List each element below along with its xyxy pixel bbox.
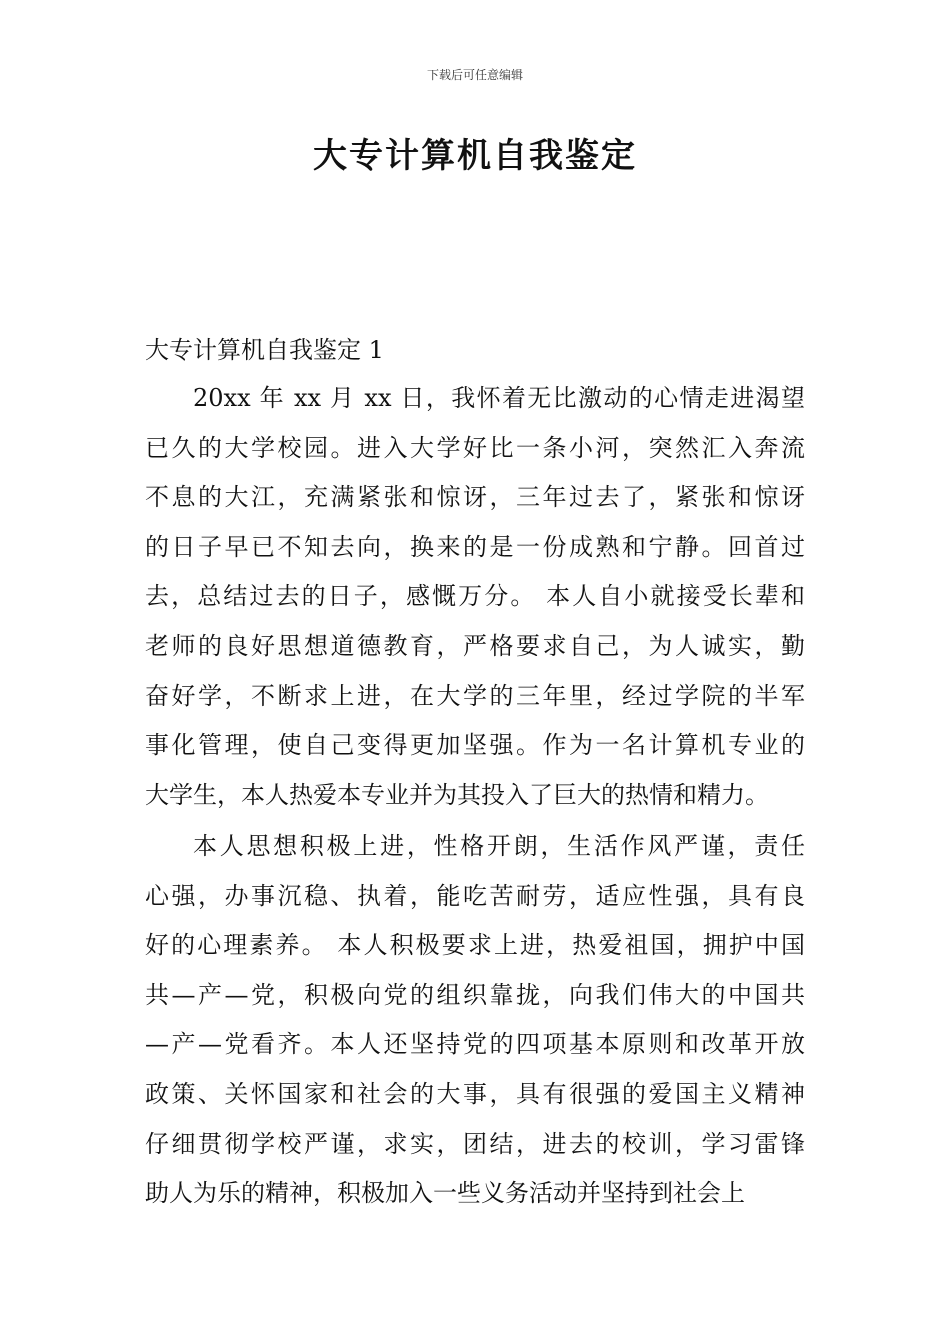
paragraph-line: —产—党看齐。本人还坚持党的四项基本原则和改革开放 (145, 1030, 805, 1059)
paragraph-line: 共—产—党，积极向党的组织靠拢，向我们伟大的中国共 (145, 980, 805, 1009)
document-title: 大专计算机自我鉴定 (313, 136, 637, 176)
paragraph-line: 20xx 年 xx 月 xx 日，我怀着无比激动的心情走进渴望 (193, 384, 805, 412)
paragraph-line: 大学生，本人热爱本专业并为其投入了巨大的热情和精力。 (145, 780, 769, 809)
paragraph-1 (145, 374, 805, 820)
paragraph-line: 政策、关怀国家和社会的大事，具有很强的爱国主义精神 (145, 1079, 805, 1108)
paragraph-line: 已久的大学校园。进入大学好比一条小河，突然汇入奔流 (145, 433, 805, 462)
paragraph-line: 助人为乐的精神，积极加入一些义务活动并坚持到社会上 (145, 1179, 745, 1208)
paragraph-2 (145, 822, 805, 1219)
paragraph-line: 的日子早已不知去向，换来的是一份成熟和宁静。回首过 (145, 532, 805, 561)
paragraph-line: 事化管理，使自己变得更加坚强。作为一名计算机专业的 (145, 731, 805, 760)
paragraph-line: 去，总结过去的日子，感慨万分。 本人自小就接受长辈和 (145, 582, 805, 611)
paragraph-line: 奋好学，不断求上进，在大学的三年里，经过学院的半军 (145, 681, 805, 710)
paragraph-line: 本人思想积极上进，性格开朗，生活作风严谨，责任 (193, 832, 805, 860)
paragraph-line: 不息的大江，充满紧张和惊讶，三年过去了，紧张和惊讶 (145, 483, 805, 512)
section-heading: 大专计算机自我鉴定 1 (145, 336, 384, 364)
header-note: 下载后可任意编辑 (426, 68, 523, 82)
paragraph-line: 仔细贯彻学校严谨，求实，团结，进去的校训，学习雷锋 (145, 1129, 805, 1158)
paragraph-line: 老师的良好思想道德教育，严格要求自己，为人诚实，勤 (145, 631, 805, 660)
paragraph-line: 心强，办事沉稳、执着，能吃苦耐劳，适应性强，具有良 (145, 881, 805, 910)
paragraph-line: 好的心理素养。 本人积极要求上进，热爱祖国，拥护中国 (145, 931, 805, 960)
